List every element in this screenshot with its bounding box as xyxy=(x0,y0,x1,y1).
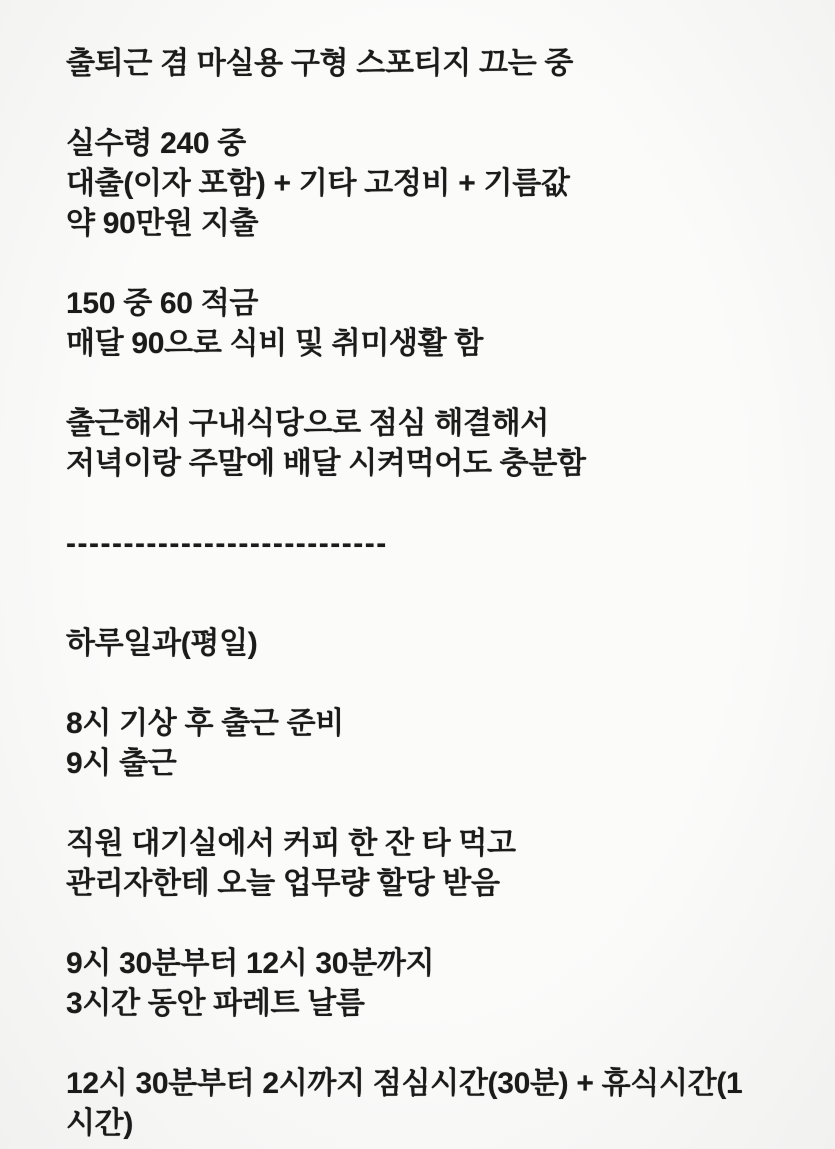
text-line: 150 중 60 적금 xyxy=(66,287,259,320)
paragraph-intro xyxy=(66,44,811,84)
text-line: 출근해서 구내식당으로 점심 해결해서 xyxy=(66,407,549,440)
text-line: 12시 30분부터 2시까지 점심시간(30분) + 휴식시간(1 xyxy=(66,1067,743,1100)
paragraph-schedule-title xyxy=(66,624,811,664)
paragraph-work-block xyxy=(66,944,811,1024)
text-line: 9시 30분부터 12시 30분까지 xyxy=(66,947,435,980)
text-line: 8시 기상 후 출근 준비 xyxy=(66,707,344,740)
paragraph-lunch-break xyxy=(66,1064,811,1144)
text-line: 매달 90으로 식비 및 취미생활 함 xyxy=(66,327,484,360)
text-line: 직원 대기실에서 커피 한 잔 타 먹고 xyxy=(66,827,516,860)
text-line: 대출(이자 포함) + 기타 고정비 + 기름값 xyxy=(66,167,570,200)
text-line: 하루일과(평일) xyxy=(66,627,258,660)
paragraph-morning xyxy=(66,704,811,784)
paragraph-salary xyxy=(66,124,811,244)
text-line: 관리자한테 오늘 업무량 할당 받음 xyxy=(66,867,500,900)
paragraph-coffee xyxy=(66,824,811,904)
paragraph-meals xyxy=(66,404,811,484)
text-line: 시간) xyxy=(66,1107,134,1140)
text-line: 출퇴근 겸 마실용 구형 스포티지 끄는 중 xyxy=(66,47,574,80)
text-line: 실수령 240 중 xyxy=(66,127,246,160)
text-line: 저녁이랑 주말에 배달 시켜먹어도 충분함 xyxy=(66,447,586,480)
text-line: 9시 출근 xyxy=(66,747,177,780)
section-divider xyxy=(66,524,811,564)
text-line: 3시간 동안 파레트 날름 xyxy=(66,987,365,1020)
paragraph-savings xyxy=(66,284,811,364)
text-line: 약 90만원 지출 xyxy=(66,207,259,240)
divider-line: ---------------------------- xyxy=(66,527,388,560)
